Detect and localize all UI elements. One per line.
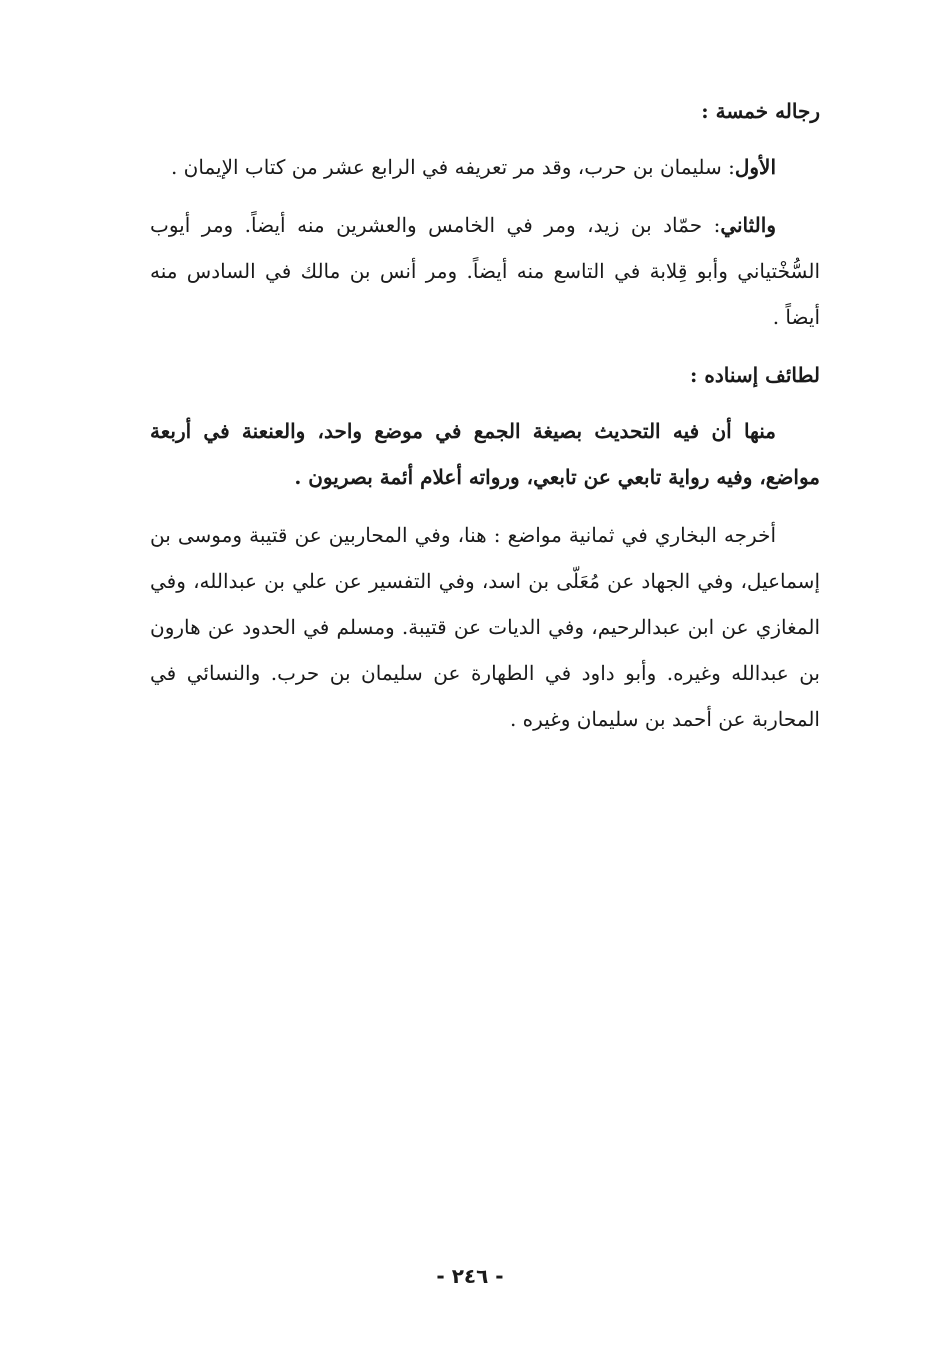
first-narrator-text: : سليمان بن حرب، وقد مر تعريفه في الرابع عشر من كتاب الإيمان . xyxy=(170,155,735,179)
first-narrator-label: الأول xyxy=(734,155,776,179)
page-body xyxy=(150,88,820,754)
isnad-paragraph: منها أن فيه التحديث بصيغة الجمع في موضع واحد، والعنعنة في أربعة مواضع، وفيه رواية تابعي عن تابعي، ورواته أعلام أئمة بصريون . xyxy=(150,419,820,489)
first-narrator-paragraph xyxy=(150,144,820,190)
isnad-heading: لطائف إسناده : xyxy=(690,363,820,387)
takhrij-paragraph: أخرجه البخاري في ثمانية مواضع : هنا، وفي المحاربين عن قتيبة وموسى بن إسماعيل، وفي الجهاد عن مُعَلّى بن اسد، وفي التفسير عن علي بن عبدالله، وفي المغازي عن ابن عبدالرحيم، وفي الديات عن قتيبة. ومسلم في الحدود عن هارون بن عبدالله وغيره. وأبو داود في الطهارة عن سليمان بن حرب. والنسائي في المحاربة عن أحمد بن سليمان وغيره . xyxy=(150,523,820,731)
second-narrator-text: : حمّاد بن زيد، ومر في الخامس والعشرين منه أيضاً. ومر أيوب السُّخْتياني وأبو قِلابة في التاسع منه أيضاً. ومر أنس بن مالك في السادس منه أيضاً . xyxy=(150,213,820,329)
narrators-heading: رجاله خمسة : xyxy=(701,99,820,123)
second-narrator-label: والثاني xyxy=(720,213,776,237)
second-narrator-paragraph xyxy=(150,202,820,340)
page-number: - ٢٤٦ - xyxy=(436,1264,504,1288)
